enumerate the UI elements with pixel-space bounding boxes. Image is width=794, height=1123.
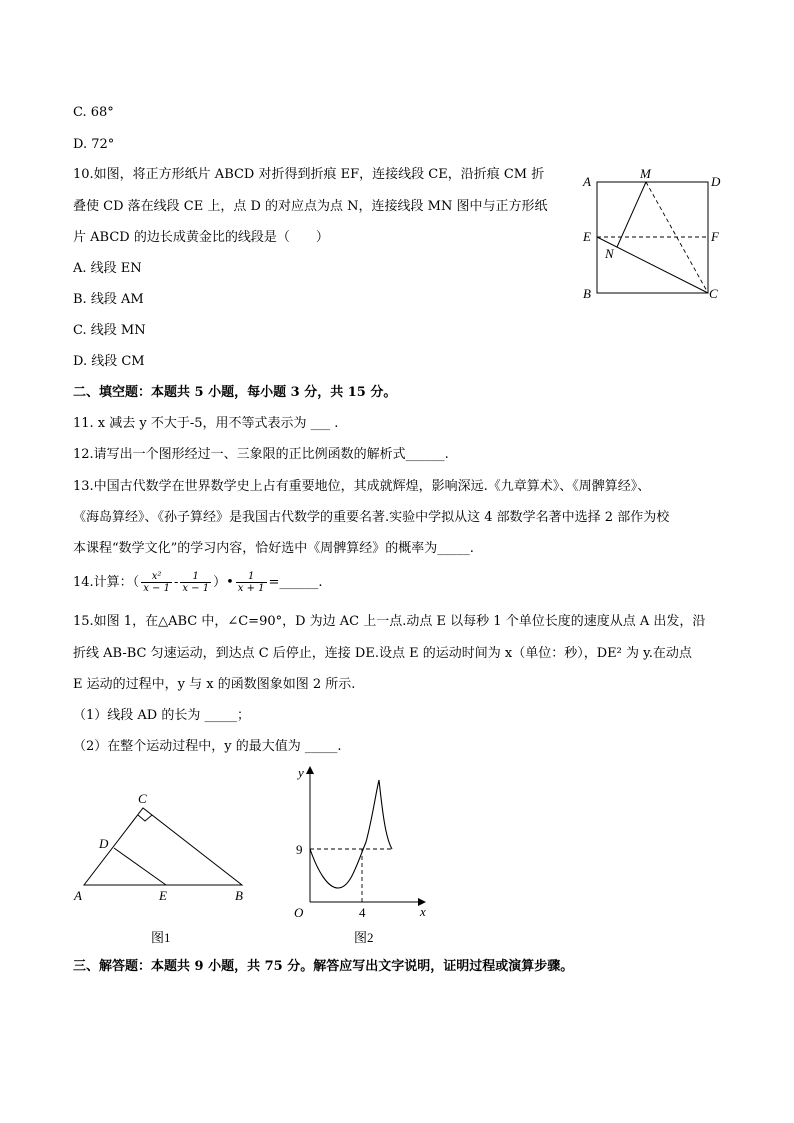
q14-frac1-numerator: x² [141,571,172,583]
q11-text: 11. x 减去 y 不大于-5，用不等式表示为 ___ . [73,416,339,431]
q9-option-d: D. 72° [73,137,115,152]
q14-mid: ）• [213,575,234,590]
fig1-label-d: D [99,836,109,851]
q14-frac2-denominator: x − 1 [182,583,210,594]
q14-expression [73,570,323,596]
q14-prefix: 14.计算：（ [73,575,140,590]
q15-figure-2-graph [288,762,438,947]
q13-line3: 本课程“数学文化”的学习内容，恰好选中《周髀算经》的概率为_____. [73,541,474,556]
q14-fraction-1 [141,571,172,594]
segment-de [114,848,166,885]
fig1-label-e: E [159,888,167,903]
q15-sub2: （2）在整个运动过程中，y 的最大值为 _____. [73,739,342,754]
q13-line1: 13.中国古代数学在世界数学史上占有重要地位，其成就辉煌，影响深远.《九章算术》、《周髀算经》、 [73,479,651,494]
q14-fraction-3 [236,571,267,594]
q15-line1: 15.如图 1，在△ABC 中，∠C=90°，D 为边 AC 上一点.动点 E 以每秒 1 个单位长度的速度从点 A 出发，沿 [73,614,706,629]
q14-frac3-numerator: 1 [236,571,267,583]
fig2-caption: 图2 [354,930,374,945]
q10-square-figure [575,165,735,310]
label-n: N [605,246,614,261]
fig1-label-c: C [138,791,147,806]
fig2-label-y: y [298,765,304,780]
q10-stem-line1: 10.如图，将正方形纸片 ABCD 对折得到折痕 EF，连接线段 CE，沿折痕 CM 折 [73,167,545,182]
q15-line2: 折线 AB-BC 匀速运动，到达点 C 后停止，连接 DE.设点 E 的运动时间为 x（单位：秒），DE² 为 y.在动点 [73,646,692,661]
q10-option-d: D. 线段 CM [73,354,145,369]
fig2-tick-4: 4 [359,905,366,920]
label-a: A [583,174,591,189]
q15-line3: E 运动的过程中，y 与 x 的函数图象如图 2 所示. [73,677,356,692]
section3-heading: 三、解答题：本题共 9 小题，共 75 分。解答应写出文字说明，证明过程或演算步骤。 [73,959,574,974]
fold-line-cm [646,182,708,293]
fig1-label-a: A [74,888,82,903]
label-f: F [711,229,719,244]
section2-heading: 二、填空题：本题共 5 小题，每小题 3 分，共 15 分。 [73,385,397,400]
q14-minus: - [173,575,179,590]
right-angle-mark [138,815,152,821]
q15-figure-1-triangle [70,788,260,943]
q10-option-c: C. 线段 MN [73,323,146,338]
q12-text: 12.请写出一个图形经过一、三象限的正比例函数的解析式______. [73,447,449,462]
fig2-label-x: x [420,904,426,919]
q9-option-c: C. 68° [73,105,114,120]
fig2-label-origin: O [294,905,304,920]
q14-suffix: =______. [268,575,323,590]
q14-frac2-numerator: 1 [180,571,211,583]
q10-option-a: A. 线段 EN [73,261,142,276]
q15-sub1: （1）线段 AD 的长为 _____； [73,708,250,723]
label-e: E [583,229,591,244]
q14-fraction-2 [180,571,211,594]
label-c: C [709,286,718,301]
fig2-tick-9: 9 [296,842,303,857]
fig1-label-b: B [235,888,243,903]
label-m: M [640,166,651,181]
fig1-caption: 图1 [151,930,171,945]
q10-stem-line3: 片 ABCD 的边长成黄金比的线段是（ ） [73,230,329,245]
q14-frac3-denominator: x + 1 [237,583,265,594]
q13-line2: 《海岛算经》、《孙子算经》是我国古代数学的重要名著.实验中学拟从这 4 部数学名著中选择 2 部作为校 [73,510,670,525]
label-b: B [583,286,591,301]
q10-option-b: B. 线段 AM [73,292,144,307]
label-d: D [711,174,721,189]
q14-frac1-denominator: x − 1 [143,583,170,594]
function-curve [310,780,392,888]
q10-stem-line2: 叠使 CD 落在线段 CE 上，点 D 的对应点为点 N，连接线段 MN 图中与正方形纸 [73,199,548,214]
square-abcd [597,182,708,293]
